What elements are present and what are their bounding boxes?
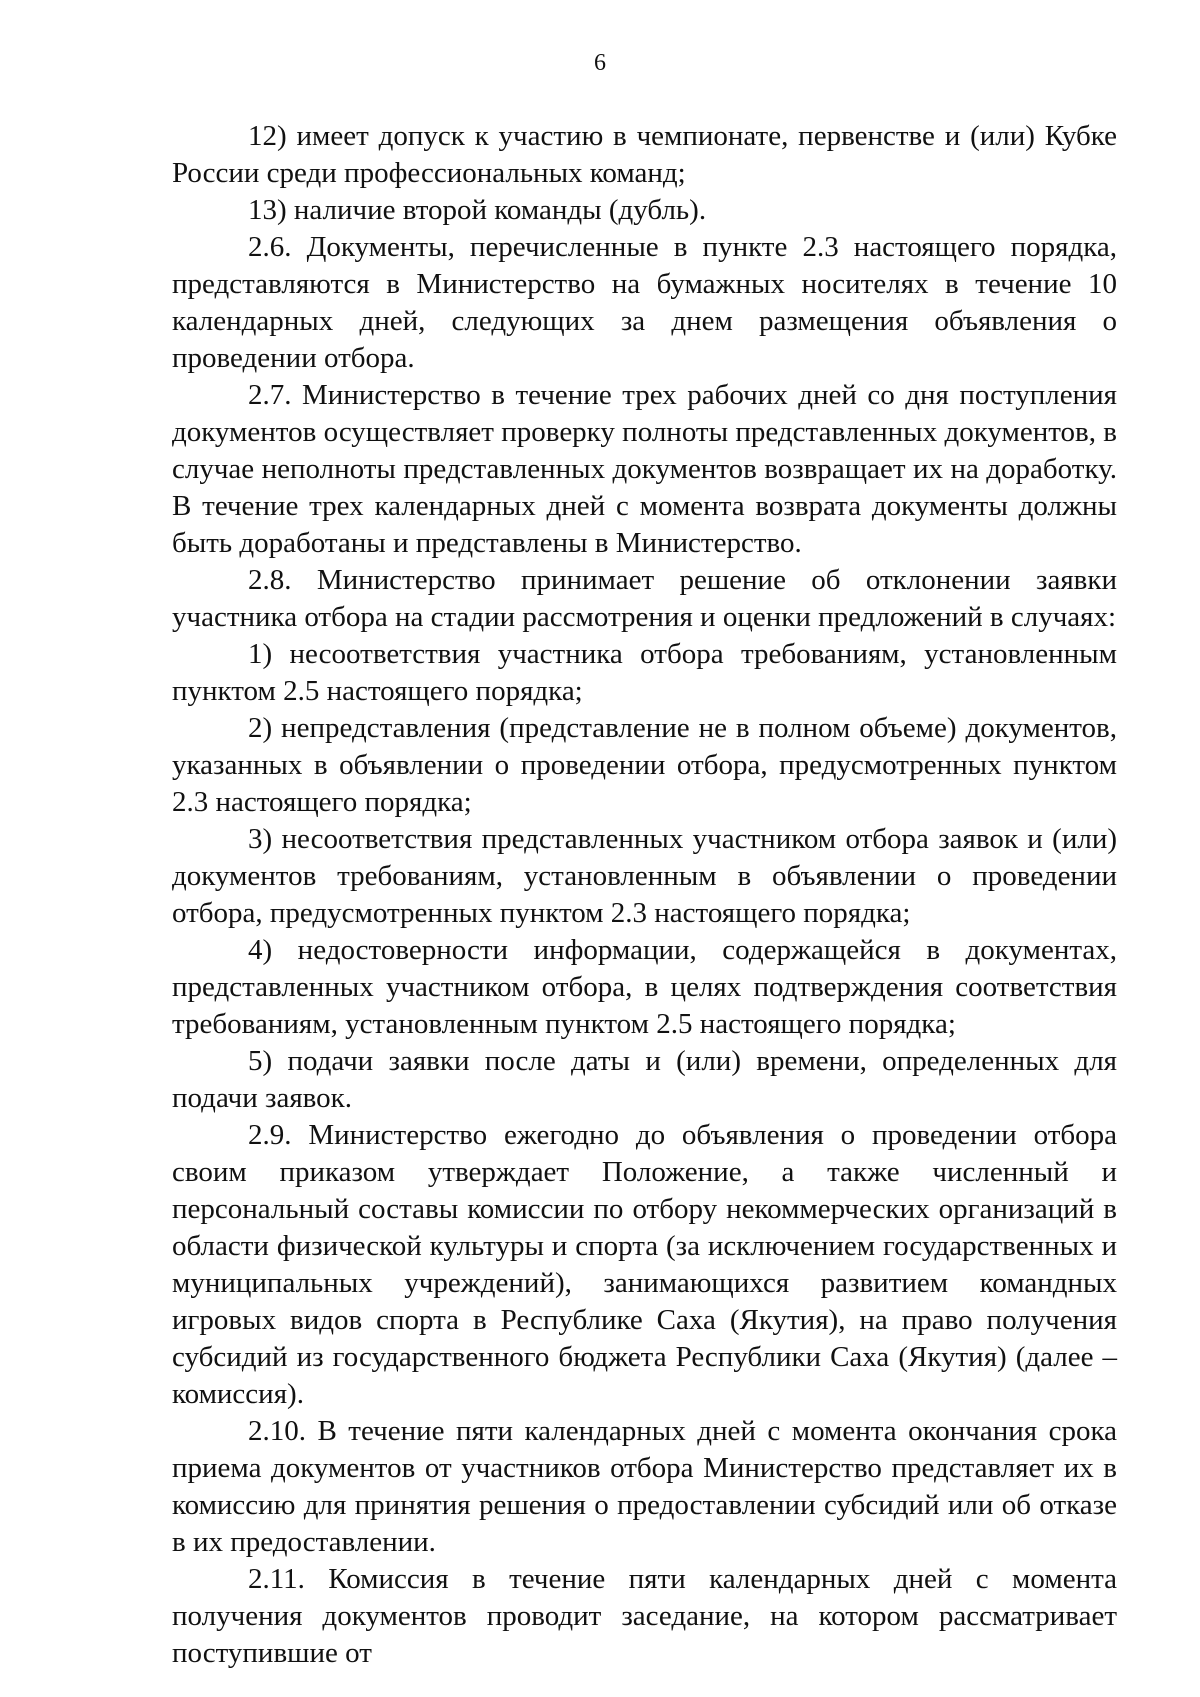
paragraph-2-9: 2.9. Министерство ежегодно до объявления о проведении отбора своим приказом утверждает Положение, а также численный и персональный составы комиссии по отбору некоммерческих организаций в области физической культуры и спорта (за исключением государственных и муниципальных учреждений), занимающихся развитием командных игровых видов спорта в Республике Саха (Якутия), на право получения субсидий из государственного бюджета Республики Саха (Якутия) (далее – комиссия). — [172, 1119, 1117, 1410]
paragraph-2-6: 2.6. Документы, перечисленные в пункте 2.3 настоящего порядка, представляются в Министерство на бумажных носителях в течение 10 календарных дней, следующих за днем размещения объявления о проведении отбора. — [172, 231, 1117, 374]
paragraph-2-8: 2.8. Министерство принимает решение об отклонении заявки участника отбора на стадии рассмотрения и оценки предложений в случаях: — [172, 564, 1117, 633]
paragraph-2-8-item-1: 1) несоответствия участника отбора требованиям, установленным пунктом 2.5 настоящего порядка; — [172, 638, 1117, 707]
paragraph-2-8-item-4: 4) недостоверности информации, содержащейся в документах, представленных участником отбора, в целях подтверждения соответствия требованиям, установленным пунктом 2.5 настоящего порядка; — [172, 934, 1117, 1040]
paragraph-2-7: 2.7. Министерство в течение трех рабочих дней со дня поступления документов осуществляет проверку полноты представленных документов, в случае неполноты представленных документов возвращает их на доработку. В течение трех календарных дней с момента возврата документы должны быть доработаны и представлены в Министерство. — [172, 379, 1117, 559]
paragraph-item-12: 12) имеет допуск к участию в чемпионате, первенстве и (или) Кубке России среди профессиональных команд; — [172, 120, 1117, 189]
paragraph-2-8-item-3: 3) несоответствия представленных участником отбора заявок и (или) документов требованиям, установленным в объявлении о проведении отбора, предусмотренных пунктом 2.3 настоящего порядка; — [172, 823, 1117, 929]
paragraph-2-10: 2.10. В течение пяти календарных дней с момента окончания срока приема документов от участников отбора Министерство представляет их в комиссию для принятия решения о предоставлении субсидий или об отказе в их предоставлении. — [172, 1415, 1117, 1558]
paragraph-2-8-item-2: 2) непредставления (представление не в полном объеме) документов, указанных в объявлении о проведении отбора, предусмотренных пунктом 2.3 настоящего порядка; — [172, 712, 1117, 818]
page-number: 6 — [594, 50, 606, 76]
paragraph-item-13: 13) наличие второй команды (дубль). — [248, 194, 707, 226]
document-body — [172, 118, 1117, 1672]
paragraph-2-11: 2.11. Комиссия в течение пяти календарных дней с момента получения документов проводит заседание, на котором рассматривает поступившие от — [172, 1563, 1117, 1669]
paragraph-2-8-item-5: 5) подачи заявки после даты и (или) времени, определенных для подачи заявок. — [172, 1045, 1117, 1114]
